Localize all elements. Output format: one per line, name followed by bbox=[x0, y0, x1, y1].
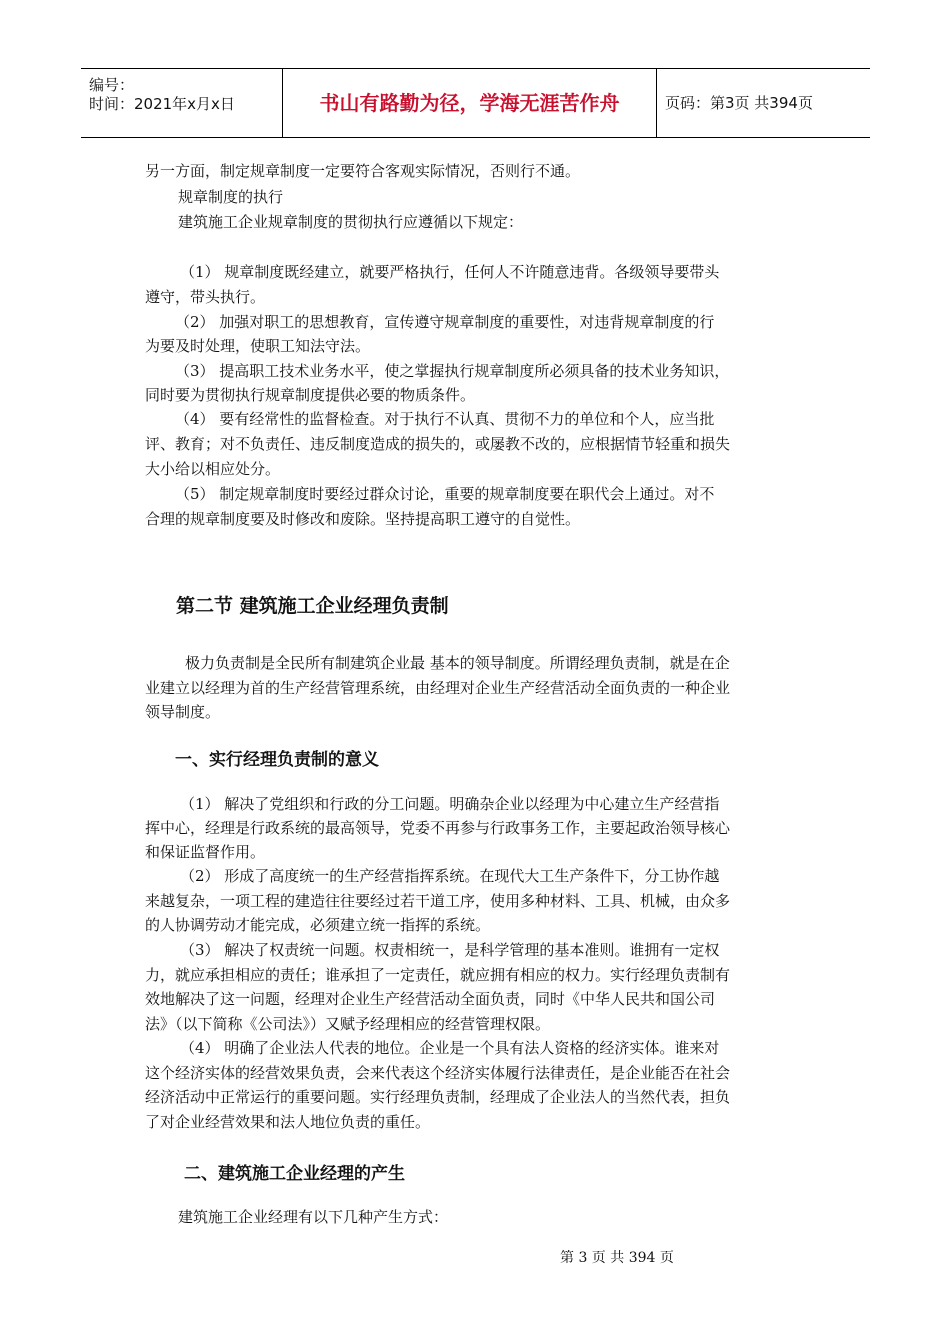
list-item: （4） 明确了企业法人代表的地位。企业是一个具有法人资格的经济实体。谁来对 bbox=[180, 1039, 720, 1057]
list-item: （3） 提高职工技术业务水平，使之掌握执行规章制度所必须具备的技术业务知识， bbox=[175, 362, 730, 380]
text-line: 法》（以下简称《公司法》）又赋予经理相应的经营管理权限。 bbox=[145, 1015, 551, 1033]
text-line: 合理的规章制度要及时修改和废除。坚持提高职工遵守的自觉性。 bbox=[145, 510, 581, 528]
text-line: 来越复杂，一项工程的建造往往要经过若干道工序，使用多种材料、工具、机械，由众多 bbox=[145, 892, 731, 910]
subheading: 二、建筑施工企业经理的产生 bbox=[184, 1164, 405, 1184]
list-item: （5） 制定规章制度时要经过群众讨论，重要的规章制度要在职代会上通过。对不 bbox=[175, 485, 715, 503]
section-title: 第二节 建筑施工企业经理负责制 bbox=[176, 595, 449, 617]
page-header bbox=[81, 68, 870, 138]
list-item: （4） 要有经常性的监督检查。对于执行不认真、贯彻不力的单位和个人，应当批 bbox=[175, 410, 715, 428]
text-line: 和保证监督作用。 bbox=[145, 843, 266, 861]
text-line: 建筑施工企业规章制度的贯彻执行应遵循以下规定： bbox=[178, 213, 524, 231]
subheading: 一、实行经理负责制的意义 bbox=[175, 750, 379, 770]
time-label: 时间：2021年x月x日 bbox=[89, 95, 235, 113]
text-line: 评、教育；对不负责任、违反制度造成的损失的，或屡教不改的，应根据情节轻重和损失 bbox=[145, 435, 731, 453]
list-item: （3） 解决了权责统一问题。权责相统一，是科学管理的基本准则。谁拥有一定权 bbox=[180, 941, 720, 959]
list-item: （2） 加强对职工的思想教育，宣传遵守规章制度的重要性，对违背规章制度的行 bbox=[175, 313, 715, 331]
text-line: 的人协调劳动才能完成，必须建立统一指挥的系统。 bbox=[145, 916, 491, 934]
header-motto: 书山有路勤为径，学海无涯苦作舟 bbox=[283, 69, 657, 137]
number-label: 编号： bbox=[89, 76, 135, 94]
text-line: 这个经济实体的经营效果负责，会来代表这个经济实体履行法律责任，是企业能否在社会 bbox=[145, 1064, 731, 1082]
text-line: 大小给以相应处分。 bbox=[145, 460, 281, 478]
text-line: 效地解决了这一问题，经理对企业生产经营活动全面负责，同时《中华人民共和国公司 bbox=[145, 990, 716, 1008]
text-line: 另一方面，制定规章制度一定要符合客观实际情况，否则行不通。 bbox=[145, 162, 581, 180]
text-line: 经济活动中正常运行的重要问题。实行经理负责制，经理成了企业法人的当然代表，担负 bbox=[145, 1088, 731, 1106]
text-line: 极力负责制是全民所有制建筑企业最 基本的领导制度。所谓经理负责制，就是在企 bbox=[185, 654, 730, 672]
text-line: 规章制度的执行 bbox=[178, 188, 284, 206]
list-item: （1） 规章制度既经建立，就要严格执行，任何人不许随意违背。各级领导要带头 bbox=[180, 263, 720, 281]
text-line: 力，就应承担相应的责任；谁承担了一定责任，就应拥有相应的权力。实行经理负责制有 bbox=[145, 966, 731, 984]
text-line: 为要及时处理，使职工知法守法。 bbox=[145, 337, 371, 355]
text-line: 遵守，带头执行。 bbox=[145, 288, 266, 306]
list-item: （2） 形成了高度统一的生产经营指挥系统。在现代大工生产条件下，分工协作越 bbox=[180, 867, 720, 885]
page-footer: 第 3 页 共 394 页 bbox=[560, 1250, 674, 1266]
text-line: 了对企业经营效果和法人地位负责的重任。 bbox=[145, 1113, 431, 1131]
text-line: 建筑施工企业经理有以下几种产生方式： bbox=[178, 1208, 449, 1226]
text-line: 业建立以经理为首的生产经营管理系统，由经理对企业生产经营活动全面负责的一种企业 bbox=[145, 679, 731, 697]
header-page-info: 页码：第3页 共394页 bbox=[665, 94, 813, 112]
text-line: 挥中心，经理是行政系统的最高领导，党委不再参与行政事务工作，主要起政治领导核心 bbox=[145, 819, 731, 837]
text-line: 同时要为贯彻执行规章制度提供必要的物质条件。 bbox=[145, 386, 476, 404]
header-meta bbox=[81, 69, 283, 137]
text-line: 领导制度。 bbox=[145, 703, 221, 721]
list-item: （1） 解决了党组织和行政的分工问题。明确杂企业以经理为中心建立生产经营指 bbox=[180, 795, 720, 813]
